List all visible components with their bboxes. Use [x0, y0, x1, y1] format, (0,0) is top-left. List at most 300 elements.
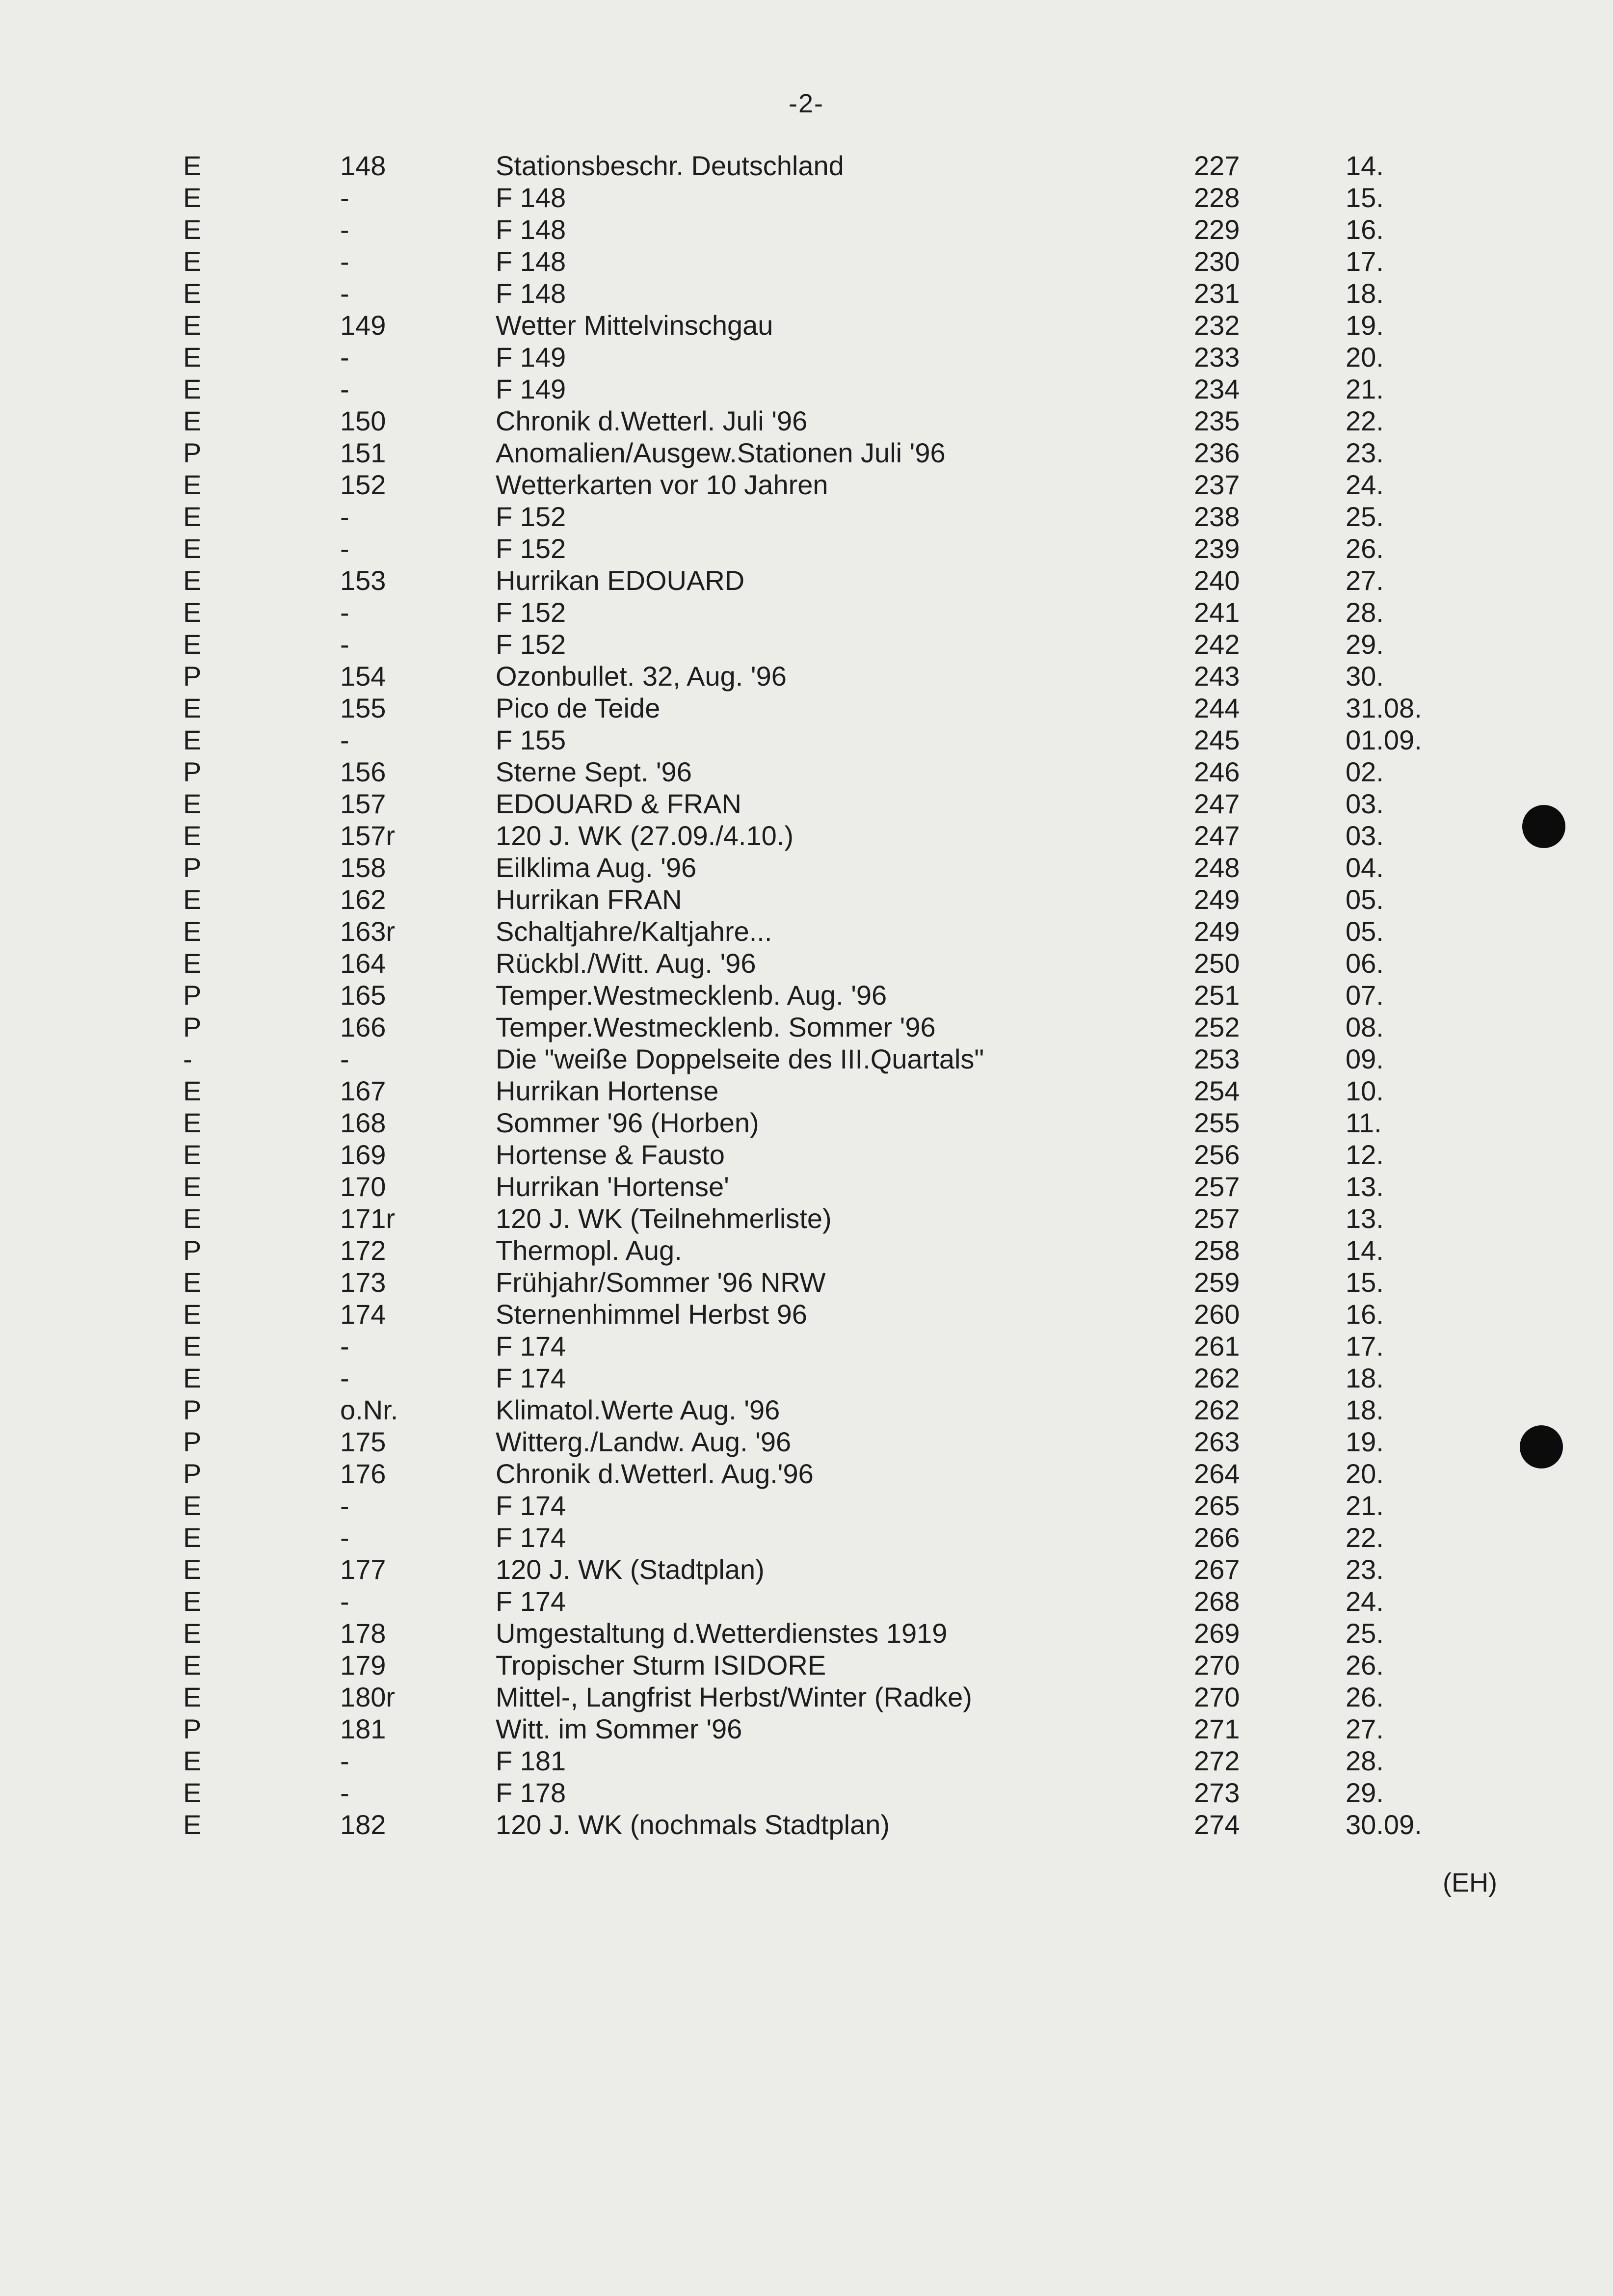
date-cell: 26.	[1346, 1650, 1384, 1681]
date-cell: 23.	[1346, 1554, 1384, 1585]
date-cell: 04.	[1346, 852, 1384, 883]
page-cell: 240	[1194, 565, 1240, 596]
type-cell: E	[183, 1299, 202, 1330]
title-cell: Klimatol.Werte Aug. '96	[496, 1394, 780, 1425]
date-cell: 27.	[1346, 565, 1384, 596]
type-cell: E	[183, 1522, 202, 1553]
title-cell: Wetter Mittelvinschgau	[496, 310, 773, 341]
date-cell: 13.	[1346, 1203, 1384, 1234]
table-row	[0, 533, 1613, 564]
date-cell: 20.	[1346, 1458, 1384, 1489]
title-cell: Hortense & Fausto	[496, 1139, 725, 1170]
title-cell: F 152	[496, 533, 566, 564]
number-cell: -	[340, 1331, 349, 1362]
title-cell: F 149	[496, 342, 566, 373]
number-cell: 162	[340, 884, 386, 915]
date-cell: 27.	[1346, 1713, 1384, 1744]
date-cell: 06.	[1346, 948, 1384, 979]
date-cell: 16.	[1346, 214, 1384, 245]
page-cell: 264	[1194, 1458, 1240, 1489]
date-cell: 15.	[1346, 1267, 1384, 1298]
date-cell: 28.	[1346, 597, 1384, 628]
number-cell: 178	[340, 1618, 386, 1649]
number-cell: -	[340, 724, 349, 755]
date-cell: 10.	[1346, 1075, 1384, 1106]
number-cell: 171r	[340, 1203, 396, 1234]
table-row	[0, 1777, 1613, 1809]
number-cell: 149	[340, 310, 386, 341]
page-cell: 248	[1194, 852, 1240, 883]
title-cell: F 149	[496, 374, 566, 404]
date-cell: 03.	[1346, 820, 1384, 851]
table-row	[0, 852, 1613, 883]
table-row	[0, 214, 1613, 245]
page-cell: 239	[1194, 533, 1240, 564]
number-cell: 170	[340, 1171, 386, 1202]
type-cell: P	[183, 980, 202, 1011]
type-cell: E	[183, 214, 202, 245]
number-cell: 177	[340, 1554, 386, 1585]
type-cell: E	[183, 565, 202, 596]
page-cell: 257	[1194, 1171, 1240, 1202]
page-cell: 247	[1194, 820, 1240, 851]
date-cell: 18.	[1346, 1394, 1384, 1425]
type-cell: E	[183, 1203, 202, 1234]
title-cell: Umgestaltung d.Wetterdienstes 1919	[496, 1618, 948, 1649]
number-cell: o.Nr.	[340, 1394, 398, 1425]
title-cell: Chronik d.Wetterl. Aug.'96	[496, 1458, 814, 1489]
date-cell: 26.	[1346, 533, 1384, 564]
title-cell: Sternenhimmel Herbst 96	[496, 1299, 807, 1330]
page-cell: 270	[1194, 1682, 1240, 1712]
page-cell: 238	[1194, 501, 1240, 532]
number-cell: 172	[340, 1235, 386, 1266]
number-cell: -	[340, 501, 349, 532]
title-cell: Stationsbeschr. Deutschland	[496, 150, 844, 181]
type-cell: E	[183, 788, 202, 819]
table-row	[0, 1171, 1613, 1202]
type-cell: P	[183, 1426, 202, 1457]
number-cell: -	[340, 629, 349, 660]
table-row	[0, 979, 1613, 1011]
type-cell: P	[183, 756, 202, 787]
title-cell: EDOUARD & FRAN	[496, 788, 741, 819]
type-cell: P	[183, 1458, 202, 1489]
author-signature: (EH)	[1443, 1868, 1497, 1897]
page-cell: 236	[1194, 437, 1240, 468]
type-cell: E	[183, 1139, 202, 1170]
title-cell: F 174	[496, 1362, 566, 1393]
title-cell: Hurrikan Hortense	[496, 1075, 719, 1106]
date-cell: 20.	[1346, 342, 1384, 373]
table-row	[0, 1617, 1613, 1649]
number-cell: -	[340, 1490, 349, 1521]
number-cell: 167	[340, 1075, 386, 1106]
date-cell: 11.	[1346, 1107, 1382, 1138]
date-cell: 05.	[1346, 916, 1384, 947]
page-cell: 254	[1194, 1075, 1240, 1106]
date-cell: 21.	[1346, 374, 1384, 404]
number-cell: -	[340, 246, 349, 277]
date-cell: 29.	[1346, 629, 1384, 660]
page-cell: 228	[1194, 182, 1240, 213]
table-row	[0, 564, 1613, 596]
title-cell: F 148	[496, 278, 566, 309]
table-row	[0, 1266, 1613, 1298]
title-cell: 120 J. WK (nochmals Stadtplan)	[496, 1809, 890, 1840]
number-cell: 156	[340, 756, 386, 787]
number-cell: 150	[340, 405, 386, 436]
date-cell: 30.	[1346, 661, 1384, 692]
page-cell: 227	[1194, 150, 1240, 181]
table-row	[0, 1553, 1613, 1585]
date-cell: 12.	[1346, 1139, 1384, 1170]
page-cell: 235	[1194, 405, 1240, 436]
date-cell: 23.	[1346, 437, 1384, 468]
page-cell: 234	[1194, 374, 1240, 404]
number-cell: -	[340, 1043, 349, 1074]
date-cell: 07.	[1346, 980, 1384, 1011]
number-cell: 148	[340, 150, 386, 181]
type-cell: -	[183, 1043, 192, 1074]
type-cell: E	[183, 374, 202, 404]
table-row	[0, 245, 1613, 277]
title-cell: Die "weiße Doppelseite des III.Quartals"	[496, 1043, 984, 1074]
number-cell: 176	[340, 1458, 386, 1489]
title-cell: F 148	[496, 246, 566, 277]
table-row	[0, 1426, 1613, 1458]
number-cell: 151	[340, 437, 386, 468]
type-cell: E	[183, 597, 202, 628]
title-cell: Sommer '96 (Horben)	[496, 1107, 759, 1138]
date-cell: 03.	[1346, 788, 1384, 819]
page-cell: 260	[1194, 1299, 1240, 1330]
type-cell: E	[183, 1075, 202, 1106]
table-row	[0, 1490, 1613, 1522]
table-row	[0, 1075, 1613, 1107]
number-cell: 153	[340, 565, 386, 596]
type-cell: E	[183, 1682, 202, 1712]
type-cell: E	[183, 916, 202, 947]
type-cell: E	[183, 1490, 202, 1521]
page-number: -2-	[789, 89, 824, 118]
date-cell: 22.	[1346, 405, 1384, 436]
title-cell: Witt. im Sommer '96	[496, 1713, 742, 1744]
table-row	[0, 1713, 1613, 1745]
type-cell: E	[183, 469, 202, 500]
type-cell: E	[183, 1745, 202, 1776]
number-cell: -	[340, 1745, 349, 1776]
table-row	[0, 883, 1613, 915]
date-cell: 13.	[1346, 1171, 1384, 1202]
number-cell: 164	[340, 948, 386, 979]
number-cell: 165	[340, 980, 386, 1011]
table-row	[0, 182, 1613, 214]
type-cell: E	[183, 246, 202, 277]
table-row	[0, 692, 1613, 724]
type-cell: E	[183, 405, 202, 436]
type-cell: E	[183, 1554, 202, 1585]
title-cell: F 174	[496, 1586, 566, 1617]
table-row	[0, 1649, 1613, 1681]
type-cell: E	[183, 182, 202, 213]
table-row	[0, 469, 1613, 501]
page-cell: 252	[1194, 1012, 1240, 1042]
number-cell: 157	[340, 788, 386, 819]
title-cell: F 174	[496, 1331, 566, 1362]
table-row	[0, 947, 1613, 979]
date-cell: 17.	[1346, 1331, 1384, 1362]
page-cell: 244	[1194, 693, 1240, 723]
table-row	[0, 1330, 1613, 1362]
type-cell: E	[183, 629, 202, 660]
page-cell: 232	[1194, 310, 1240, 341]
title-cell: F 152	[496, 629, 566, 660]
title-cell: F 148	[496, 214, 566, 245]
title-cell: Rückbl./Witt. Aug. '96	[496, 948, 756, 979]
title-cell: Schaltjahre/Kaltjahre...	[496, 916, 772, 947]
number-cell: 163r	[340, 916, 396, 947]
title-cell: Temper.Westmecklenb. Sommer '96	[496, 1012, 936, 1042]
number-cell: 169	[340, 1139, 386, 1170]
title-cell: 120 J. WK (27.09./4.10.)	[496, 820, 793, 851]
title-cell: Eilklima Aug. '96	[496, 852, 697, 883]
title-cell: Pico de Teide	[496, 693, 661, 723]
type-cell: E	[183, 724, 202, 755]
page-cell: 262	[1194, 1394, 1240, 1425]
table-row	[0, 1458, 1613, 1490]
type-cell: P	[183, 1235, 202, 1266]
number-cell: -	[340, 342, 349, 373]
date-cell: 14.	[1346, 150, 1384, 181]
page-cell: 263	[1194, 1426, 1240, 1457]
date-cell: 15.	[1346, 182, 1384, 213]
date-cell: 16.	[1346, 1299, 1384, 1330]
page-cell: 246	[1194, 756, 1240, 787]
title-cell: F 178	[496, 1777, 566, 1808]
number-cell: 158	[340, 852, 386, 883]
page-cell: 247	[1194, 788, 1240, 819]
type-cell: P	[183, 852, 202, 883]
page-cell: 272	[1194, 1745, 1240, 1776]
title-cell: Chronik d.Wetterl. Juli '96	[496, 405, 808, 436]
table-row	[0, 628, 1613, 660]
number-cell: 181	[340, 1713, 386, 1744]
number-cell: -	[340, 1777, 349, 1808]
table-row	[0, 1745, 1613, 1777]
date-cell: 05.	[1346, 884, 1384, 915]
table-row	[0, 756, 1613, 788]
table-row	[0, 1681, 1613, 1713]
number-cell: 173	[340, 1267, 386, 1298]
number-cell: -	[340, 214, 349, 245]
number-cell: -	[340, 374, 349, 404]
title-cell: Thermopl. Aug.	[496, 1235, 682, 1266]
table-row	[0, 915, 1613, 947]
page-cell: 258	[1194, 1235, 1240, 1266]
table-row	[0, 660, 1613, 692]
title-cell: F 148	[496, 182, 566, 213]
type-cell: E	[183, 342, 202, 373]
page-cell: 268	[1194, 1586, 1240, 1617]
number-cell: 166	[340, 1012, 386, 1042]
page-cell: 261	[1194, 1331, 1240, 1362]
page-cell: 245	[1194, 724, 1240, 755]
type-cell: E	[183, 1362, 202, 1393]
title-cell: Mittel-, Langfrist Herbst/Winter (Radke)	[496, 1682, 972, 1712]
number-cell: 155	[340, 693, 386, 723]
number-cell: -	[340, 278, 349, 309]
page-cell: 259	[1194, 1267, 1240, 1298]
punch-hole	[1522, 805, 1565, 848]
title-cell: Wetterkarten vor 10 Jahren	[496, 469, 828, 500]
type-cell: E	[183, 1586, 202, 1617]
page-cell: 265	[1194, 1490, 1240, 1521]
title-cell: Frühjahr/Sommer '96 NRW	[496, 1267, 826, 1298]
title-cell: Witterg./Landw. Aug. '96	[496, 1426, 792, 1457]
title-cell: F 152	[496, 501, 566, 532]
table-row	[0, 820, 1613, 852]
table-row	[0, 1809, 1613, 1841]
page-cell: 257	[1194, 1203, 1240, 1234]
table-row	[0, 1298, 1613, 1330]
title-cell: F 181	[496, 1745, 566, 1776]
title-cell: F 174	[496, 1522, 566, 1553]
date-cell: 24.	[1346, 469, 1384, 500]
date-cell: 24.	[1346, 1586, 1384, 1617]
date-cell: 09.	[1346, 1043, 1384, 1074]
type-cell: E	[183, 278, 202, 309]
number-cell: 174	[340, 1299, 386, 1330]
date-cell: 17.	[1346, 246, 1384, 277]
page-cell: 251	[1194, 980, 1240, 1011]
type-cell: E	[183, 820, 202, 851]
number-cell: -	[340, 597, 349, 628]
title-cell: Tropischer Sturm ISIDORE	[496, 1650, 826, 1681]
table-row	[0, 596, 1613, 628]
number-cell: 175	[340, 1426, 386, 1457]
type-cell: E	[183, 310, 202, 341]
date-cell: 02.	[1346, 756, 1384, 787]
type-cell: P	[183, 1012, 202, 1042]
type-cell: E	[183, 1650, 202, 1681]
type-cell: P	[183, 661, 202, 692]
page-cell: 270	[1194, 1650, 1240, 1681]
table-row	[0, 150, 1613, 182]
date-cell: 26.	[1346, 1682, 1384, 1712]
page-cell: 249	[1194, 884, 1240, 915]
table-row	[0, 373, 1613, 405]
number-cell: 180r	[340, 1682, 396, 1712]
type-cell: P	[183, 1394, 202, 1425]
title-cell: Temper.Westmecklenb. Aug. '96	[496, 980, 887, 1011]
title-cell: Sterne Sept. '96	[496, 756, 692, 787]
type-cell: E	[183, 1107, 202, 1138]
type-cell: E	[183, 1809, 202, 1840]
date-cell: 08.	[1346, 1012, 1384, 1042]
title-cell: 120 J. WK (Teilnehmerliste)	[496, 1203, 832, 1234]
table-row	[0, 277, 1613, 309]
type-cell: E	[183, 884, 202, 915]
date-cell: 14.	[1346, 1235, 1384, 1266]
type-cell: E	[183, 1777, 202, 1808]
date-cell: 25.	[1346, 501, 1384, 532]
index-table	[0, 150, 1613, 1841]
page-cell: 253	[1194, 1043, 1240, 1074]
table-row	[0, 1107, 1613, 1139]
date-cell: 19.	[1346, 1426, 1384, 1457]
page-cell: 256	[1194, 1139, 1240, 1170]
date-cell: 19.	[1346, 310, 1384, 341]
number-cell: -	[340, 533, 349, 564]
date-cell: 18.	[1346, 1362, 1384, 1393]
title-cell: Ozonbullet. 32, Aug. '96	[496, 661, 787, 692]
title-cell: 120 J. WK (Stadtplan)	[496, 1554, 765, 1585]
title-cell: Anomalien/Ausgew.Stationen Juli '96	[496, 437, 946, 468]
number-cell: 157r	[340, 820, 396, 851]
page-cell: 267	[1194, 1554, 1240, 1585]
page-cell: 255	[1194, 1107, 1240, 1138]
date-cell: 21.	[1346, 1490, 1384, 1521]
number-cell: 179	[340, 1650, 386, 1681]
type-cell: E	[183, 1331, 202, 1362]
type-cell: E	[183, 501, 202, 532]
page-cell: 266	[1194, 1522, 1240, 1553]
page-cell: 273	[1194, 1777, 1240, 1808]
page-cell: 242	[1194, 629, 1240, 660]
page-cell: 274	[1194, 1809, 1240, 1840]
page-cell: 237	[1194, 469, 1240, 500]
date-cell: 29.	[1346, 1777, 1384, 1808]
type-cell: P	[183, 437, 202, 468]
table-row	[0, 724, 1613, 756]
title-cell: F 152	[496, 597, 566, 628]
page-cell: 250	[1194, 948, 1240, 979]
table-row	[0, 309, 1613, 341]
page-cell: 241	[1194, 597, 1240, 628]
type-cell: E	[183, 1618, 202, 1649]
type-cell: E	[183, 948, 202, 979]
page-cell: 229	[1194, 214, 1240, 245]
title-cell: F 155	[496, 724, 566, 755]
type-cell: E	[183, 150, 202, 181]
date-cell: 25.	[1346, 1618, 1384, 1649]
page-cell: 230	[1194, 246, 1240, 277]
number-cell: -	[340, 1586, 349, 1617]
table-row	[0, 1362, 1613, 1394]
number-cell: -	[340, 1362, 349, 1393]
number-cell: -	[340, 1522, 349, 1553]
number-cell: 168	[340, 1107, 386, 1138]
page-cell: 231	[1194, 278, 1240, 309]
table-row	[0, 1394, 1613, 1426]
page-cell: 243	[1194, 661, 1240, 692]
date-cell: 28.	[1346, 1745, 1384, 1776]
table-row	[0, 341, 1613, 373]
type-cell: P	[183, 1713, 202, 1744]
date-cell: 22.	[1346, 1522, 1384, 1553]
date-cell: 01.09.	[1346, 724, 1422, 755]
number-cell: 182	[340, 1809, 386, 1840]
title-cell: Hurrikan FRAN	[496, 884, 682, 915]
table-row	[0, 405, 1613, 437]
table-row	[0, 1139, 1613, 1171]
number-cell: 152	[340, 469, 386, 500]
page-cell: 233	[1194, 342, 1240, 373]
type-cell: E	[183, 1267, 202, 1298]
title-cell: F 174	[496, 1490, 566, 1521]
number-cell: -	[340, 182, 349, 213]
